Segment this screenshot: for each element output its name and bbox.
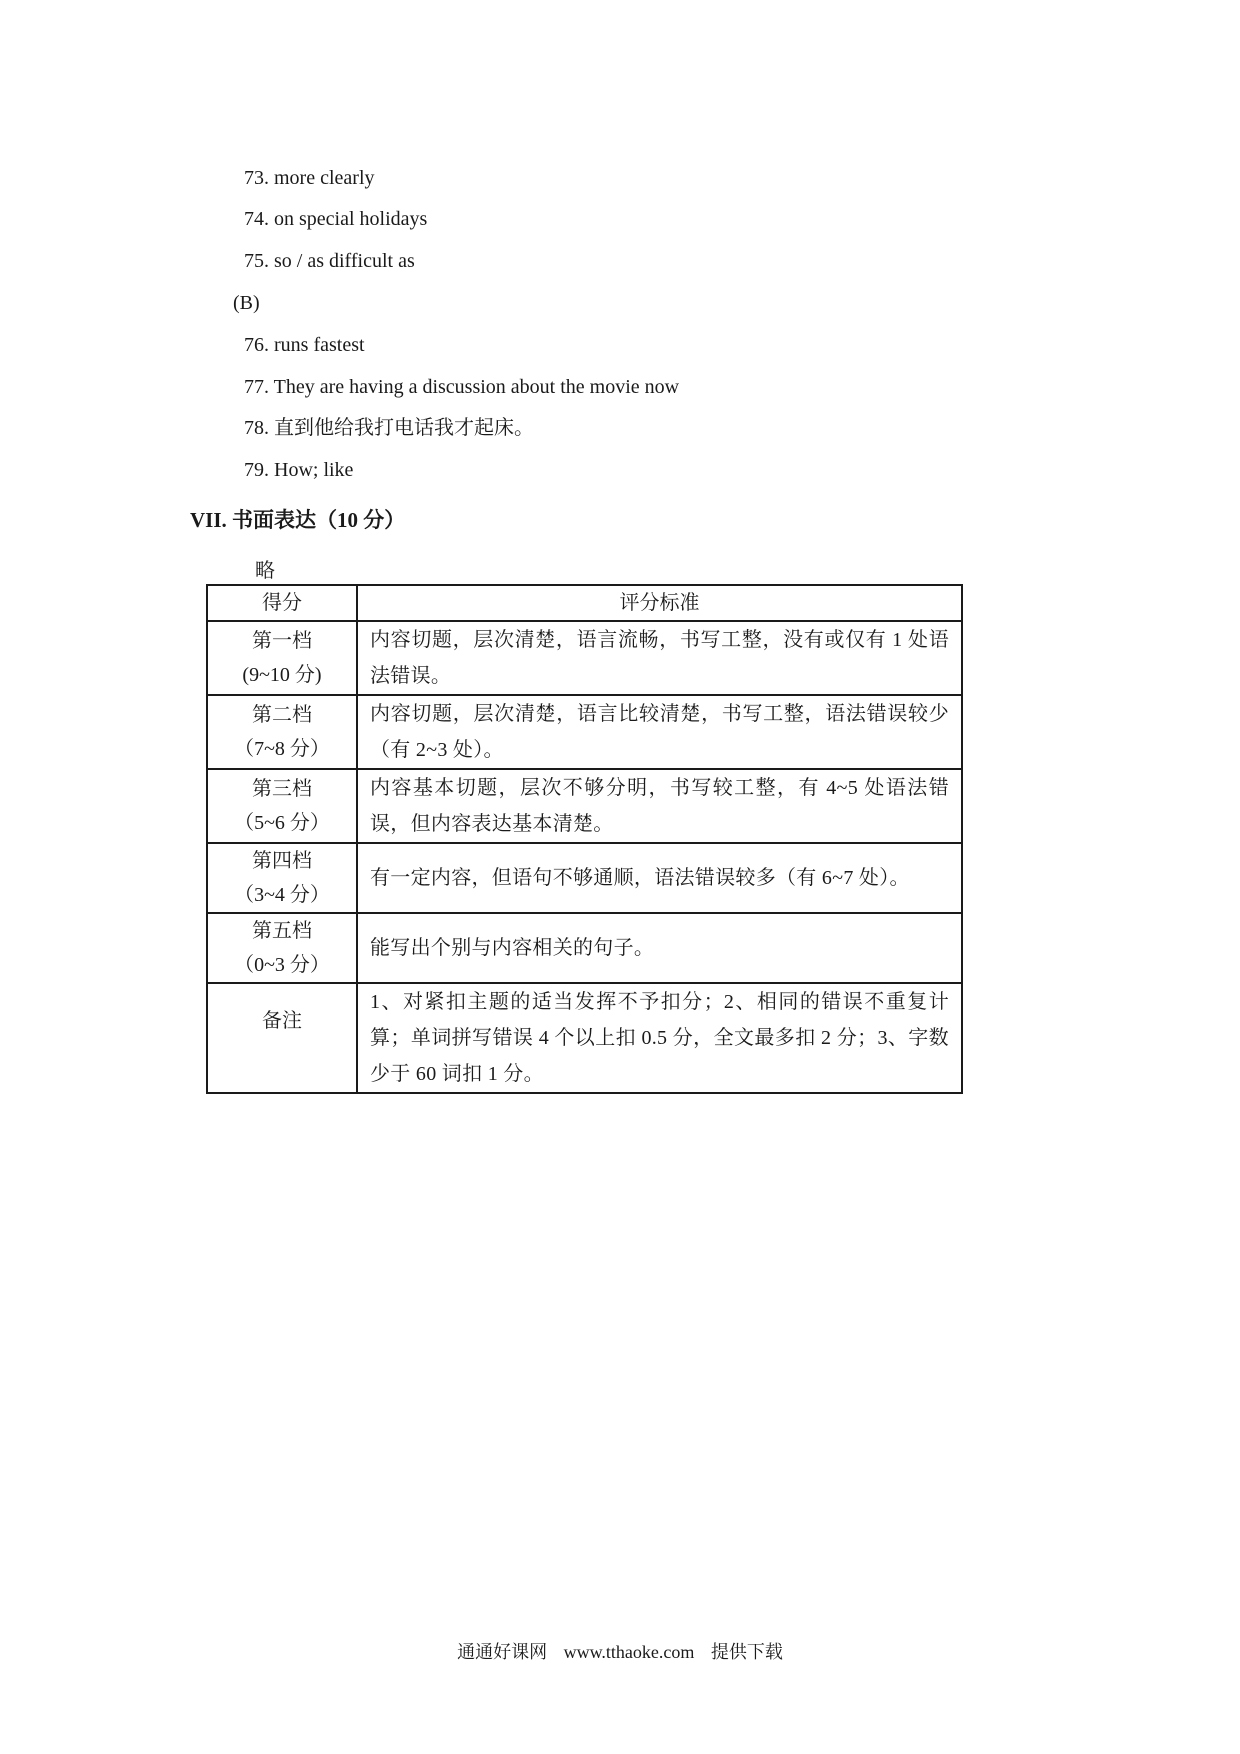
answer-76: 76. runs fastest [244, 334, 365, 356]
score-cell [207, 695, 357, 769]
answer-77: 77. They are having a discussion about the movie now [244, 376, 680, 398]
score-cell [207, 913, 357, 983]
score-range: (9~10 分) [242, 664, 322, 686]
score-level: 第四档 [252, 850, 312, 872]
criteria-cell: 有一定内容，但语句不够通顺，语法错误较多（有 6~7 处）。 [357, 843, 962, 913]
answer-75: 75. so / as difficult as [244, 250, 415, 272]
criteria-cell: 能写出个别与内容相关的句子。 [357, 913, 962, 983]
score-range: （7~8 分） [234, 738, 330, 760]
answer-79: 79. How; like [244, 459, 354, 481]
answer-73: 73. more clearly [244, 167, 375, 189]
criteria-cell: 内容切题，层次清楚，语言流畅，书写工整，没有或仅有 1 处语法错误。 [357, 621, 962, 695]
rubric-header-row [207, 585, 962, 621]
footer-site-name: 通通好课网 [457, 1642, 548, 1662]
answer-78: 78. 直到他给我打电话我才起床。 [244, 417, 534, 439]
score-range: （0~3 分） [234, 954, 330, 976]
rubric-row [207, 843, 962, 913]
omitted-note: 略 [255, 560, 275, 582]
scoring-rubric-table [206, 584, 963, 1094]
part-b-label: (B) [233, 292, 260, 314]
note-text: 1、对紧扣主题的适当发挥不予扣分；2、相同的错误不重复计算；单词拼写错误 4 个以上扣 0.5 分，全文最多扣 2 分；3、字数少于 60 词扣 1 分。 [357, 983, 962, 1093]
rubric-note-row [207, 983, 962, 1093]
header-criteria: 评分标准 [357, 585, 962, 621]
footer-action: 提供下载 [710, 1642, 783, 1662]
section-title: VII. 书面表达（10 分） [190, 508, 406, 532]
rubric-row [207, 913, 962, 983]
score-cell [207, 769, 357, 843]
score-cell [207, 621, 357, 695]
footer-url: www.tthaoke.com [563, 1642, 695, 1662]
score-level: 第三档 [252, 778, 312, 800]
note-label: 备注 [207, 983, 357, 1093]
score-range: （5~6 分） [234, 812, 330, 834]
score-level: 第二档 [252, 704, 312, 726]
criteria-cell: 内容切题，层次清楚，语言比较清楚，书写工整，语法错误较少（有 2~3 处）。 [357, 695, 962, 769]
criteria-cell: 内容基本切题，层次不够分明，书写较工整，有 4~5 处语法错误，但内容表达基本清楚。 [357, 769, 962, 843]
rubric-row [207, 695, 962, 769]
score-range: （3~4 分） [234, 884, 330, 906]
score-level: 第一档 [252, 630, 312, 652]
rubric-row [207, 769, 962, 843]
page-footer [0, 1638, 1240, 1664]
rubric-row [207, 621, 962, 695]
score-level: 第五档 [252, 920, 312, 942]
score-cell [207, 843, 357, 913]
answer-74: 74. on special holidays [244, 208, 428, 230]
header-score: 得分 [207, 585, 357, 621]
